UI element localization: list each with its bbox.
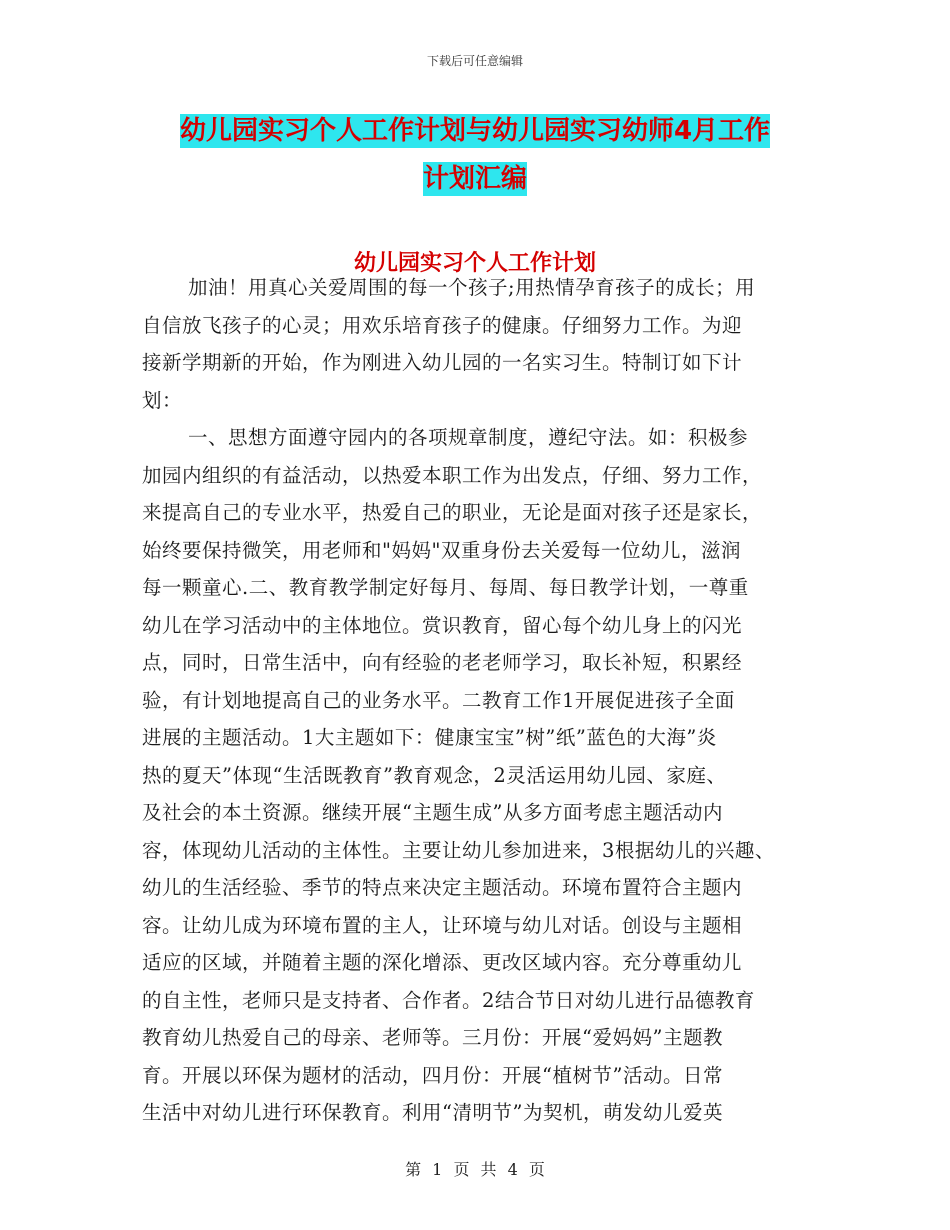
text-line: 教育幼儿热爱自己的母亲、老师等。三月份：开展“爱妈妈”主题教 (142, 1026, 723, 1049)
text-line: 容。让幼儿成为环境布置的主人，让环境与幼儿对话。创设与主题相 (142, 913, 743, 937)
text-line: 的自主性，老师只是支持者、合作者。2结合节日对幼儿进行品德教育 (142, 988, 755, 1012)
text-line: 育。开展以环保为题材的活动，四月份：开展“植树节”活动。日常 (142, 1063, 723, 1087)
text-line: 接新学期新的开始，作为刚进入幼儿园的一名实习生。特制订如下计 (142, 351, 743, 374)
text-line: 点，同时，日常生活中，向有经验的老老师学习，取长补短，积累经 (142, 651, 743, 674)
document-title-text-1: 幼儿园实习个人工作计划与幼儿园实习幼师4月工作 (179, 116, 771, 146)
paragraph-1 (142, 269, 822, 419)
text-line: 进展的主题活动。1大主题如下：健康宝宝”树”纸”蓝色的大海”炎 (142, 726, 717, 749)
text-line: 划： (142, 388, 183, 412)
page-footer: 第 1 页 共 4 页 (405, 1160, 545, 1179)
text-line: 生活中对幼儿进行环保教育。利用“清明节”为契机，萌发幼儿爱英 (142, 1101, 723, 1124)
section-title: 幼儿园实习个人工作计划 (353, 251, 596, 276)
text-line: 适应的区域，并随着主题的深化增添、更改区域内容。充分尊重幼儿 (142, 951, 743, 974)
text-line: 自信放飞孩子的心灵；用欢乐培育孩子的健康。仔细努力工作。为迎 (142, 313, 743, 337)
document-title-text-2: 计划汇编 (422, 164, 527, 194)
text-line: 幼儿的生活经验、季节的特点来决定主题活动。环境布置符合主题内 (142, 876, 743, 899)
text-line: 来提高自己的专业水平，热爱自己的职业，无论是面对孩子还是家长， (142, 501, 763, 524)
text-line: 容，体现幼儿活动的主体性。主要让幼儿参加进来，3根据幼儿的兴趣、 (142, 838, 775, 862)
text-line: 一、思想方面遵守园内的各项规章制度，遵纪守法。如：积极参 (188, 426, 749, 449)
document-title-line-2 (0, 158, 950, 195)
header-note: 下载后可任意编辑 (426, 54, 523, 68)
text-line: 及社会的本土资源。继续开展“主题生成”从多方面考虑主题活动内 (142, 801, 723, 824)
text-line: 幼儿在学习活动中的主体地位。赏识教育，留心每个幼儿身上的闪光 (142, 613, 743, 637)
text-line: 加园内组织的有益活动，以热爱本职工作为出发点，仔细、努力工作， (142, 463, 763, 487)
text-line: 每一颗童心.二、教育教学制定好每月、每周、每日教学计划，一尊重 (142, 576, 749, 599)
text-line: 验，有计划地提高自己的业务水平。二教育工作1开展促进孩子全面 (142, 688, 735, 712)
text-line: 始终要保持微笑，用老师和"妈妈"双重身份去关爱每一位幼儿，滋润 (142, 538, 741, 562)
text-line: 热的夏天”体现“生活既教育”教育观念，2灵活运用幼儿园、家庭、 (142, 763, 727, 787)
paragraph-2 (142, 419, 822, 1132)
document-title-line-1 (0, 110, 950, 147)
text-line: 加油！用真心关爱周围的每一个孩子;用热情孕育孩子的成长；用 (188, 276, 756, 299)
